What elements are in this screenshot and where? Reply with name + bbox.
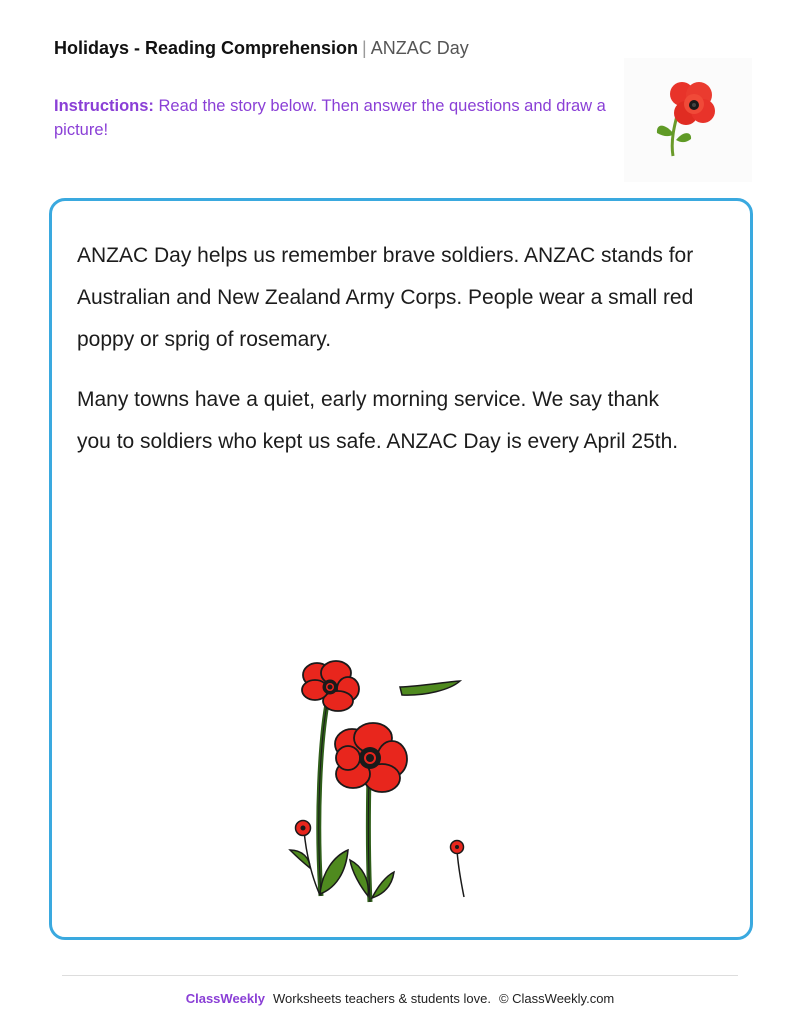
poppies-illustration bbox=[280, 650, 480, 910]
story-paragraph: ANZAC Day helps us remember brave soldiers. ANZAC stands for Australian and New Zealand Army Corps. People wear a small red poppy or sprig of rosemary. bbox=[77, 244, 694, 351]
page-footer bbox=[0, 991, 800, 1006]
worksheet-subtitle: ANZAC Day bbox=[370, 38, 469, 58]
instructions-text: Read the story below. Then answer the questions and draw a picture! bbox=[54, 97, 606, 139]
page-header bbox=[54, 38, 469, 59]
poppy-flower-icon bbox=[624, 58, 752, 182]
footer-tagline: Worksheets teachers & students love. bbox=[272, 991, 491, 1006]
instructions bbox=[54, 94, 614, 142]
instructions-label: Instructions: bbox=[54, 97, 154, 115]
footer-divider bbox=[62, 975, 738, 976]
worksheet-title: Holidays - Reading Comprehension bbox=[54, 38, 359, 58]
story-paragraph: Many towns have a quiet, early morning service. We say thank you to soldiers who kept us safe. ANZAC Day is every April 25th. bbox=[77, 388, 679, 453]
footer-brand: ClassWeekly bbox=[185, 991, 265, 1006]
footer-copyright: © ClassWeekly.com bbox=[498, 991, 615, 1006]
title-separator: | bbox=[362, 38, 367, 58]
